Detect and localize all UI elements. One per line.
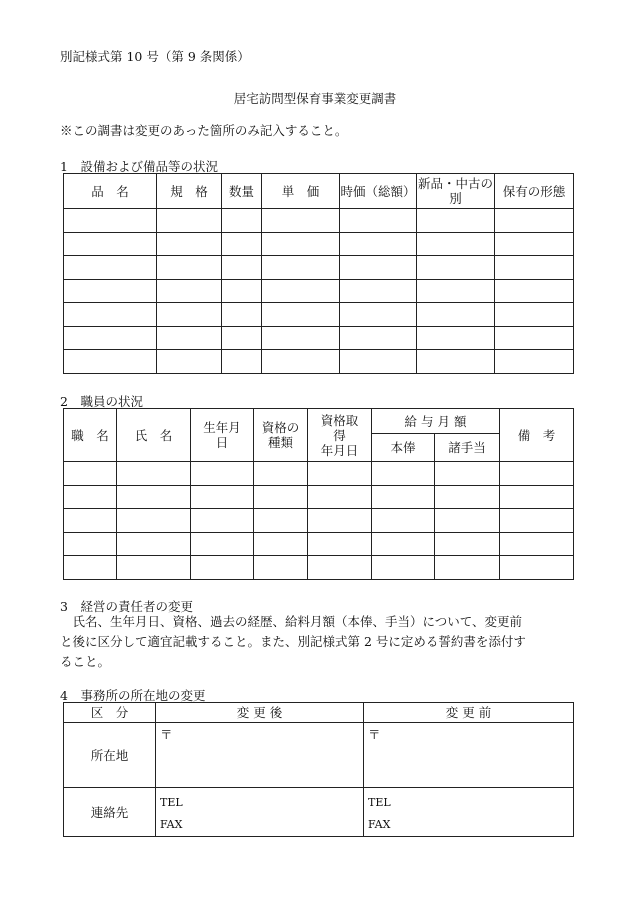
equipment-cell[interactable]: [495, 326, 574, 350]
form-number: 別記様式第 10 号（第 9 条関係）: [60, 49, 250, 64]
address-before-cell[interactable]: [364, 723, 574, 788]
staff-cell[interactable]: [117, 509, 191, 533]
section3-body-line1: 氏名、生年月日、資格、過去の経歴、給料月額（本俸、手当）について、変更前: [60, 614, 523, 629]
staff-cell[interactable]: [500, 462, 574, 486]
col-ownership: 保有の形態: [495, 174, 574, 209]
staff-table: [63, 408, 574, 580]
staff-cell[interactable]: [500, 485, 574, 509]
staff-cell[interactable]: [308, 532, 372, 556]
col-unit-price: 単 価: [262, 174, 340, 209]
equipment-cell[interactable]: [64, 350, 157, 374]
section4-heading: 4 事務所の所在地の変更: [60, 688, 206, 703]
staff-row: [64, 532, 574, 556]
staff-cell[interactable]: [308, 462, 372, 486]
staff-cell[interactable]: [372, 509, 435, 533]
equipment-cell[interactable]: [495, 232, 574, 256]
col-qualification-type-line2: 種類: [267, 435, 293, 450]
col-qualification-type: [254, 409, 308, 462]
equipment-cell[interactable]: [417, 279, 495, 303]
equipment-cell[interactable]: [417, 256, 495, 280]
equipment-row: [64, 209, 574, 233]
staff-cell[interactable]: [191, 462, 254, 486]
equipment-cell[interactable]: [222, 326, 262, 350]
staff-cell[interactable]: [191, 485, 254, 509]
staff-cell[interactable]: [64, 509, 117, 533]
staff-cell[interactable]: [372, 532, 435, 556]
equipment-cell[interactable]: [157, 303, 222, 327]
staff-cell[interactable]: [117, 485, 191, 509]
equipment-cell[interactable]: [340, 209, 417, 233]
col-birthdate-line1: 生年月: [203, 420, 241, 435]
staff-cell[interactable]: [500, 556, 574, 580]
staff-cell[interactable]: [254, 509, 308, 533]
section3-body: [60, 612, 572, 672]
contact-before-cell[interactable]: [364, 788, 574, 837]
equipment-cell[interactable]: [495, 209, 574, 233]
equipment-cell[interactable]: [157, 256, 222, 280]
staff-cell[interactable]: [500, 532, 574, 556]
contact-label: 連絡先: [64, 788, 156, 837]
staff-cell[interactable]: [117, 462, 191, 486]
staff-cell[interactable]: [308, 485, 372, 509]
equipment-cell[interactable]: [262, 326, 340, 350]
staff-cell[interactable]: [64, 556, 117, 580]
staff-cell[interactable]: [254, 462, 308, 486]
section1-heading: 1 設備および備品等の状況: [60, 159, 218, 174]
equipment-cell[interactable]: [495, 350, 574, 374]
staff-cell[interactable]: [372, 485, 435, 509]
tel-label-before: TEL: [368, 796, 391, 809]
staff-row: [64, 509, 574, 533]
fax-label-after: FAX: [160, 818, 183, 831]
col-new-used-line2: 別: [449, 191, 462, 206]
equipment-cell[interactable]: [340, 232, 417, 256]
staff-row: [64, 462, 574, 486]
equipment-row: [64, 303, 574, 327]
address-after-cell[interactable]: [156, 723, 364, 788]
equipment-cell[interactable]: [222, 350, 262, 374]
contact-row: [64, 788, 574, 837]
equipment-cell[interactable]: [64, 303, 157, 327]
equipment-cell[interactable]: [64, 326, 157, 350]
staff-cell[interactable]: [117, 532, 191, 556]
staff-cell[interactable]: [435, 485, 500, 509]
staff-cell[interactable]: [191, 532, 254, 556]
staff-cell[interactable]: [191, 509, 254, 533]
equipment-cell[interactable]: [340, 303, 417, 327]
staff-cell[interactable]: [372, 556, 435, 580]
section3-body-line2: と後に区分して適宜記載すること。また、別記様式第 2 号に定める誓約書を添付す: [60, 634, 526, 649]
col-category: 区 分: [64, 703, 156, 723]
instruction-note: ※この調書は変更のあった箇所のみ記入すること。: [60, 123, 348, 138]
equipment-cell[interactable]: [64, 279, 157, 303]
col-quantity: 数量: [222, 174, 262, 209]
staff-cell[interactable]: [435, 556, 500, 580]
equipment-row: [64, 232, 574, 256]
equipment-cell[interactable]: [222, 279, 262, 303]
contact-after-cell[interactable]: [156, 788, 364, 837]
col-monthly-salary: 給 与 月 額: [372, 409, 500, 434]
col-qualification-date-line3: 年月日: [320, 442, 359, 458]
equipment-cell[interactable]: [340, 326, 417, 350]
equipment-cell[interactable]: [495, 303, 574, 327]
equipment-table: [63, 173, 574, 374]
equipment-cell[interactable]: [157, 326, 222, 350]
staff-cell[interactable]: [64, 532, 117, 556]
equipment-cell[interactable]: [340, 350, 417, 374]
equipment-cell[interactable]: [64, 209, 157, 233]
col-qualification-date: [308, 409, 372, 462]
equipment-cell[interactable]: [64, 232, 157, 256]
col-qualification-date-line1: 資格取: [320, 412, 359, 428]
equipment-cell[interactable]: [222, 209, 262, 233]
fax-label-before: FAX: [368, 818, 391, 831]
equipment-cell[interactable]: [417, 350, 495, 374]
staff-cell[interactable]: [191, 556, 254, 580]
equipment-cell[interactable]: [262, 256, 340, 280]
equipment-cell[interactable]: [495, 279, 574, 303]
equipment-cell[interactable]: [340, 256, 417, 280]
equipment-cell[interactable]: [157, 279, 222, 303]
equipment-cell[interactable]: [64, 256, 157, 280]
equipment-cell[interactable]: [262, 279, 340, 303]
staff-cell[interactable]: [254, 485, 308, 509]
staff-cell[interactable]: [64, 485, 117, 509]
section3-body-line3: ること。: [60, 654, 111, 669]
equipment-cell[interactable]: [262, 350, 340, 374]
staff-cell[interactable]: [254, 556, 308, 580]
office-location-table: [63, 702, 574, 837]
staff-cell[interactable]: [435, 532, 500, 556]
equipment-cell[interactable]: [262, 232, 340, 256]
equipment-row: [64, 326, 574, 350]
staff-cell[interactable]: [435, 462, 500, 486]
staff-cell[interactable]: [308, 556, 372, 580]
equipment-cell[interactable]: [417, 209, 495, 233]
col-market-value: 時価（総額）: [340, 174, 417, 209]
col-birthdate-line2: 日: [215, 435, 229, 450]
col-qualification-type-line1: 資格の: [261, 420, 300, 435]
equipment-cell[interactable]: [222, 256, 262, 280]
staff-cell[interactable]: [372, 462, 435, 486]
col-birthdate: [191, 409, 254, 462]
staff-row: [64, 556, 574, 580]
postal-mark-after: 〒: [160, 727, 173, 742]
postal-mark-before: 〒: [368, 727, 381, 742]
col-spec: 規 格: [157, 174, 222, 209]
col-new-used: [417, 174, 495, 209]
equipment-cell[interactable]: [222, 232, 262, 256]
equipment-cell[interactable]: [340, 279, 417, 303]
staff-cell[interactable]: [308, 509, 372, 533]
page-title: 居宅訪問型保育事業変更調書: [233, 91, 397, 106]
staff-header-row-1: [64, 409, 574, 434]
equipment-header-row: [64, 174, 574, 209]
location-header-row: [64, 703, 574, 723]
col-staff-name: 氏 名: [117, 409, 191, 462]
col-base-salary: 本俸: [372, 434, 435, 462]
equipment-cell[interactable]: [157, 350, 222, 374]
equipment-cell[interactable]: [157, 232, 222, 256]
equipment-cell[interactable]: [417, 303, 495, 327]
col-before-change: 変 更 前: [364, 703, 574, 723]
staff-cell[interactable]: [254, 532, 308, 556]
staff-cell[interactable]: [117, 556, 191, 580]
staff-row: [64, 485, 574, 509]
col-remarks: 備 考: [500, 409, 574, 462]
col-item-name: 品 名: [64, 174, 157, 209]
equipment-cell[interactable]: [417, 326, 495, 350]
equipment-cell[interactable]: [262, 303, 340, 327]
equipment-cell[interactable]: [495, 256, 574, 280]
equipment-cell[interactable]: [417, 232, 495, 256]
col-allowances: 諸手当: [435, 434, 500, 462]
staff-cell[interactable]: [435, 509, 500, 533]
equipment-cell[interactable]: [157, 209, 222, 233]
equipment-cell[interactable]: [222, 303, 262, 327]
equipment-cell[interactable]: [262, 209, 340, 233]
staff-cell[interactable]: [64, 462, 117, 486]
equipment-row: [64, 350, 574, 374]
col-position: 職 名: [64, 409, 117, 462]
address-row: [64, 723, 574, 788]
staff-cell[interactable]: [500, 509, 574, 533]
section3-heading: 3 経営の責任者の変更: [60, 599, 193, 614]
col-qualification-date-line2: 得: [333, 427, 346, 443]
col-new-used-line1: 新品・中古の: [417, 176, 493, 191]
col-after-change: 変 更 後: [156, 703, 364, 723]
equipment-row: [64, 279, 574, 303]
equipment-row: [64, 256, 574, 280]
section2-heading: 2 職員の状況: [60, 394, 143, 409]
address-label: 所在地: [64, 723, 156, 788]
tel-label-after: TEL: [160, 796, 183, 809]
